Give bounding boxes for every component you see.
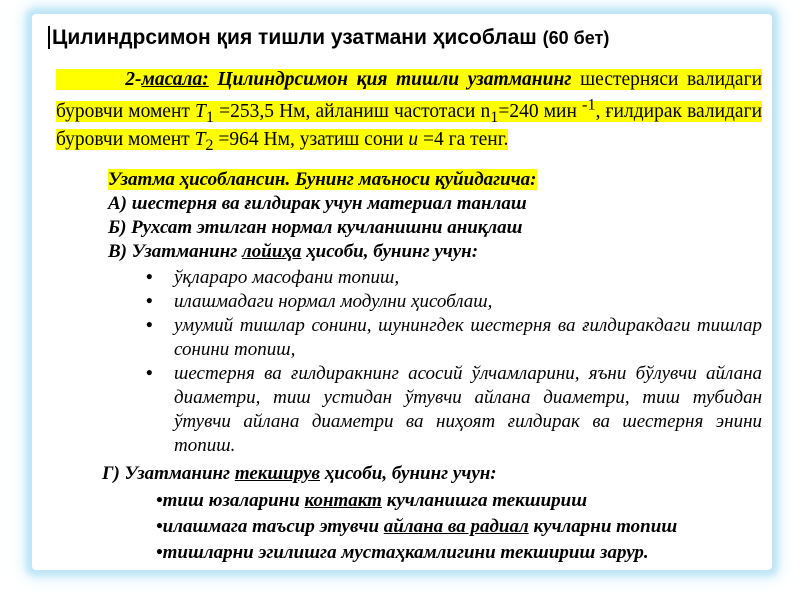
title-text: Цилиндрсимон қия тишли узатмани ҳисоблаш (48, 26, 537, 49)
list-item (146, 314, 762, 362)
bullet-icon: • (146, 291, 153, 312)
task-section (56, 168, 762, 566)
t2-sub: 2 (205, 136, 214, 155)
bullet-icon: • (146, 267, 153, 288)
bullet-icon: • (156, 490, 163, 511)
problem-number: 2- (125, 69, 142, 90)
title-pages: (60 бет) (542, 28, 610, 48)
t2-symbol: T (194, 129, 206, 151)
task-g-list (56, 488, 762, 566)
t1-symbol: T (195, 100, 206, 122)
u-symbol: u (408, 129, 419, 151)
list-item-text: умумий тишлар сонини, шунингдек шестерня ва ғилдиракдаги тишлар сонини топиш, (174, 315, 762, 360)
problem-label: масала: (141, 69, 209, 90)
list-item-text: ўқлараро масофани топиш, (174, 267, 400, 288)
n1-sub: 1 (490, 107, 499, 126)
list-item (156, 514, 762, 540)
list-item (146, 362, 762, 458)
list-item (156, 540, 762, 566)
bullet-icon: • (146, 315, 153, 336)
task-v-prefix: В) Узатманинг (108, 241, 243, 262)
bullet-icon: • (156, 542, 163, 563)
problem-text-2: , ғилдирак валидаги буровчи момент (56, 100, 763, 151)
slide-title (48, 24, 748, 52)
g-item1-a: тиш юзаларини (162, 490, 305, 511)
task-intro: Узатма ҳисоблансин. Бунинг маъноси қуйидагича: (108, 169, 537, 190)
task-g-prefix: Г) Узатманинг (102, 463, 235, 484)
g-item2-underlined: айлана ва радиал (383, 516, 529, 537)
task-item-v (56, 240, 762, 264)
n1-sup: -1 (582, 95, 596, 113)
list-item (146, 290, 762, 314)
g-item3: тишларни эгилишга мустаҳкамлигини текшириш зарур. (162, 542, 649, 563)
task-item-g (56, 462, 762, 486)
bullet-icon: • (146, 363, 153, 384)
list-item-text: шестерня ва ғилдиракнинг асосий ўлчамларини, яъни бўлувчи айлана диаметри, тиш устидан ўтувчи айлана диаметри, тиш тубидан ўтувчи айлана диаметри ва ниҳоят ғилдирак ва шестерня энини топиш. (174, 363, 762, 456)
task-v-underlined: лойиҳа (242, 241, 302, 262)
task-item-b: Б) Рухсат этилган нормал кучланишни аниқлаш (108, 217, 523, 238)
task-g-underlined: текширув (234, 463, 320, 484)
t2-value: =964 Нм, узатиш сони (218, 129, 404, 151)
g-item2-a: илашмага таъсир этувчи (162, 516, 384, 537)
list-item-text: илашмадаги нормал модулни ҳисоблаш, (174, 291, 493, 312)
task-v-list (56, 266, 762, 458)
list-item (146, 266, 762, 290)
g-item1-b: кучланишга текшириш (381, 490, 588, 511)
task-g-suffix: ҳисоби, бунинг учун: (320, 463, 497, 484)
u-value: =4 га тенг. (422, 129, 509, 151)
t1-value: =253,5 Нм, айланиш частотаси n (219, 100, 491, 122)
g-item2-b: кучларни топиш (528, 516, 678, 537)
list-item (156, 488, 762, 514)
g-item1-underlined: контакт (304, 490, 382, 511)
bullet-icon: • (156, 516, 163, 537)
problem-statement (56, 68, 762, 157)
problem-text-1: шестерняси валидаги буровчи момент (56, 69, 763, 122)
problem-italic-title: Цилиндрсимон қия тишли узатманинг (217, 69, 572, 90)
task-item-a: А) шестерня ва ғилдирак учун материал танлаш (108, 193, 527, 214)
task-v-suffix: ҳисоби, бунинг учун: (301, 241, 479, 262)
n1-value: =240 мин (498, 100, 577, 122)
t1-sub: 1 (205, 107, 215, 126)
